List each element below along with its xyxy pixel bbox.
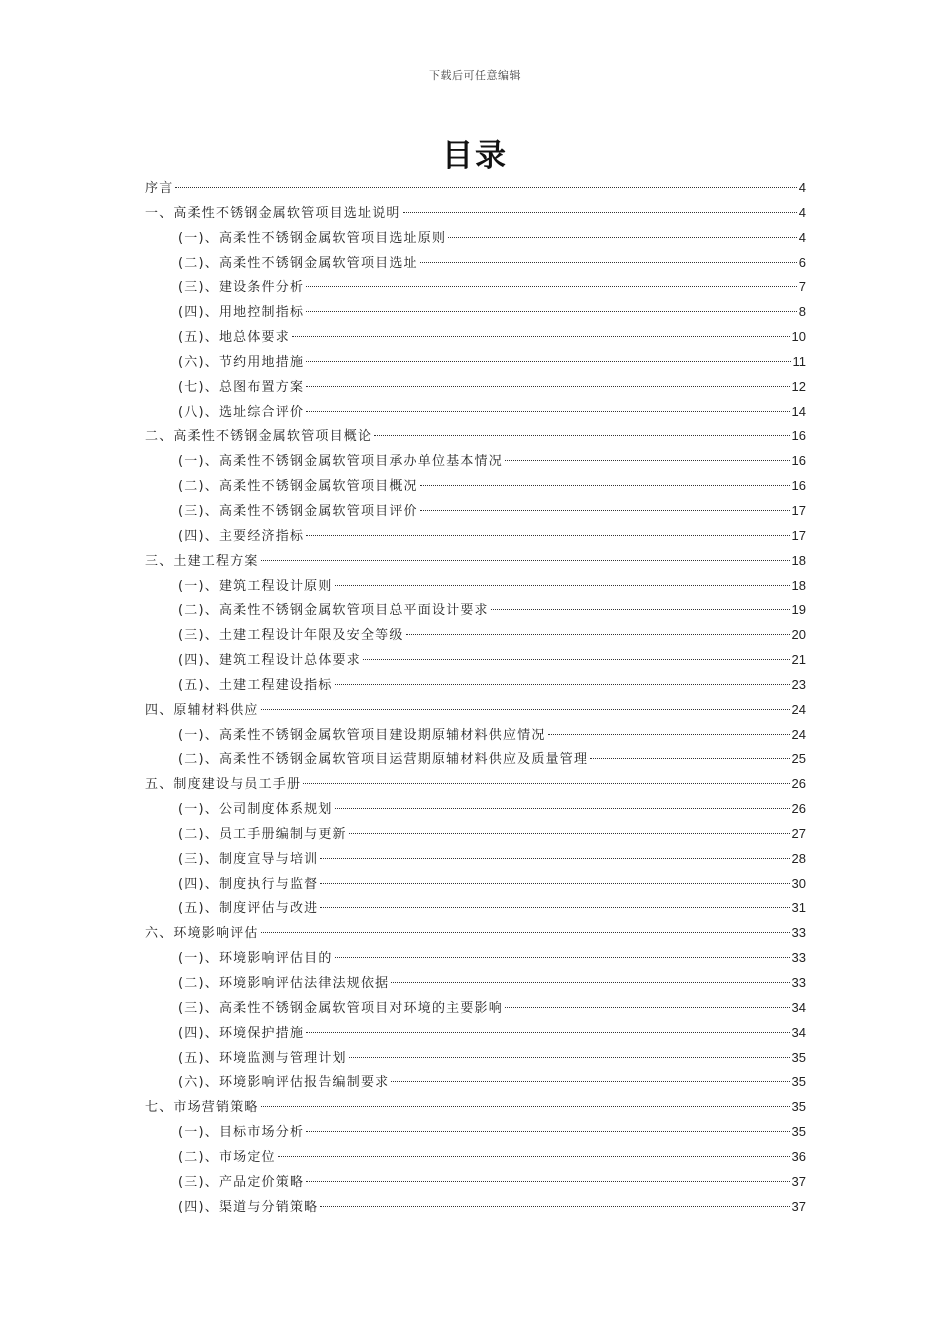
toc-page-number: 36 — [791, 1148, 806, 1164]
toc-dot-leader — [406, 634, 790, 635]
toc-page-number: 26 — [791, 801, 806, 817]
toc-section-entry[interactable] — [145, 375, 806, 400]
toc-page-number: 20 — [791, 627, 806, 643]
toc-section-entry[interactable] — [145, 747, 806, 772]
toc-dot-leader — [335, 808, 790, 809]
toc-dot-leader — [335, 585, 790, 586]
toc-entry-label: (一)、高柔性不锈钢金属软管项目选址原则 — [178, 230, 447, 246]
toc-page-number: 8 — [798, 304, 806, 320]
toc-page-number: 33 — [791, 950, 806, 966]
toc-chapter-entry[interactable] — [145, 424, 806, 449]
toc-page-number: 27 — [791, 825, 806, 841]
toc-dot-leader — [261, 932, 790, 933]
toc-entry-label: (二)、高柔性不锈钢金属软管项目概况 — [178, 479, 418, 495]
toc-dot-leader — [491, 609, 790, 610]
toc-dot-leader — [505, 460, 790, 461]
toc-section-entry[interactable] — [145, 648, 806, 673]
toc-entry-label: (三)、高柔性不锈钢金属软管项目对环境的主要影响 — [178, 1000, 503, 1016]
toc-page-number: 34 — [791, 1024, 806, 1040]
toc-dot-leader — [448, 237, 797, 238]
toc-dot-leader — [261, 709, 790, 710]
toc-section-entry[interactable] — [145, 598, 806, 623]
toc-section-entry[interactable] — [145, 325, 806, 350]
toc-entry-label: 六、环境影响评估 — [145, 926, 259, 942]
toc-section-entry[interactable] — [145, 896, 806, 921]
toc-entry-label: 序言 — [145, 181, 174, 196]
toc-entry-label: 一、高柔性不锈钢金属软管项目选址说明 — [145, 205, 401, 221]
toc-page-number: 16 — [791, 428, 806, 444]
toc-page-number: 37 — [791, 1173, 806, 1189]
toc-page-number: 33 — [791, 925, 806, 941]
toc-entry-label: (三)、高柔性不锈钢金属软管项目评价 — [178, 503, 418, 519]
toc-dot-leader — [278, 1156, 790, 1157]
toc-section-entry[interactable] — [145, 1170, 806, 1195]
toc-dot-leader — [261, 560, 790, 561]
toc-entry-label: (四)、建筑工程设计总体要求 — [178, 653, 361, 669]
toc-dot-leader — [292, 336, 790, 337]
toc-entry-label: (八)、选址综合评价 — [178, 404, 305, 420]
toc-dot-leader — [363, 659, 790, 660]
toc-page-number: 6 — [798, 254, 806, 270]
toc-section-entry[interactable] — [145, 1195, 806, 1220]
toc-entry-label: (一)、高柔性不锈钢金属软管项目建设期原辅材料供应情况 — [178, 727, 546, 743]
toc-entry-label: (四)、用地控制指标 — [178, 305, 305, 321]
toc-page-number: 24 — [791, 701, 806, 717]
toc-dot-leader — [320, 883, 789, 884]
toc-page-number: 10 — [791, 329, 806, 345]
toc-page-number: 31 — [791, 900, 806, 916]
toc-dot-leader — [403, 212, 797, 213]
toc-page-number: 18 — [791, 577, 806, 593]
toc-section-entry[interactable] — [145, 449, 806, 474]
toc-dot-leader — [420, 510, 790, 511]
toc-section-entry[interactable] — [145, 797, 806, 822]
toc-page-number: 4 — [798, 229, 806, 245]
toc-page-number: 18 — [791, 552, 806, 568]
toc-page-number: 12 — [791, 378, 806, 394]
toc-section-entry[interactable] — [145, 226, 806, 251]
toc-chapter-entry[interactable] — [145, 1095, 806, 1120]
toc-section-entry[interactable] — [145, 350, 806, 375]
toc-dot-leader — [306, 1181, 789, 1182]
toc-chapter-entry[interactable] — [145, 176, 806, 201]
toc-section-entry[interactable] — [145, 524, 806, 549]
toc-entry-label: 三、土建工程方案 — [145, 553, 259, 569]
toc-section-entry[interactable] — [145, 673, 806, 698]
toc-dot-leader — [548, 734, 790, 735]
toc-section-entry[interactable] — [145, 623, 806, 648]
toc-chapter-entry[interactable] — [145, 698, 806, 723]
toc-section-entry[interactable] — [145, 499, 806, 524]
toc-page-number: 16 — [791, 453, 806, 469]
toc-entry-label: (二)、市场定位 — [178, 1149, 276, 1165]
toc-section-entry[interactable] — [145, 574, 806, 599]
toc-dot-leader — [320, 858, 789, 859]
toc-entry-label: (二)、员工手册编制与更新 — [178, 826, 347, 842]
toc-entry-label: (四)、渠道与分销策略 — [178, 1199, 319, 1215]
toc-entry-label: (三)、建设条件分析 — [178, 280, 305, 296]
toc-section-entry[interactable] — [145, 1046, 806, 1071]
toc-entry-label: (五)、制度评估与改进 — [178, 901, 319, 917]
toc-dot-leader — [391, 1081, 789, 1082]
toc-dot-leader — [306, 1131, 789, 1132]
toc-dot-leader — [320, 1206, 789, 1207]
toc-entry-label: (二)、高柔性不锈钢金属软管项目运营期原辅材料供应及质量管理 — [178, 752, 589, 768]
toc-entry-label: (五)、环境监测与管理计划 — [178, 1050, 347, 1066]
toc-page-number: 26 — [791, 776, 806, 792]
toc-page-number: 30 — [791, 875, 806, 891]
toc-section-entry[interactable] — [145, 847, 806, 872]
toc-section-entry[interactable] — [145, 996, 806, 1021]
toc-section-entry[interactable] — [145, 1070, 806, 1095]
toc-section-entry[interactable] — [145, 1021, 806, 1046]
toc-entry-label: (六)、节约用地措施 — [178, 354, 305, 370]
toc-chapter-entry[interactable] — [145, 201, 806, 226]
toc-dot-leader — [349, 1057, 790, 1058]
toc-page-number: 28 — [791, 850, 806, 866]
toc-dot-leader — [349, 833, 790, 834]
toc-page-number: 21 — [791, 652, 806, 668]
toc-dot-leader — [335, 684, 790, 685]
toc-dot-leader — [320, 907, 789, 908]
toc-entry-label: (四)、环境保护措施 — [178, 1025, 305, 1041]
table-of-contents — [145, 176, 806, 1219]
toc-entry-label: (三)、土建工程设计年限及安全等级 — [178, 628, 404, 644]
toc-dot-leader — [306, 411, 789, 412]
toc-entry-label: (四)、主要经济指标 — [178, 528, 305, 544]
toc-page-number: 16 — [791, 478, 806, 494]
toc-section-entry[interactable] — [145, 872, 806, 897]
toc-section-entry[interactable] — [145, 971, 806, 996]
toc-chapter-entry[interactable] — [145, 549, 806, 574]
toc-section-entry[interactable] — [145, 723, 806, 748]
toc-entry-label: 五、制度建设与员工手册 — [145, 777, 302, 793]
toc-section-entry[interactable] — [145, 946, 806, 971]
toc-dot-leader — [261, 1106, 790, 1107]
toc-page-number: 25 — [791, 751, 806, 767]
toc-dot-leader — [306, 311, 797, 312]
toc-page-number: 35 — [791, 1099, 806, 1115]
toc-entry-label: (一)、目标市场分析 — [178, 1125, 305, 1141]
toc-section-entry[interactable] — [145, 822, 806, 847]
toc-section-entry[interactable] — [145, 400, 806, 425]
toc-page-number: 19 — [791, 602, 806, 618]
toc-dot-leader — [505, 1007, 790, 1008]
toc-page-number: 23 — [791, 676, 806, 692]
toc-page-number: 11 — [792, 353, 806, 369]
toc-entry-label: (一)、高柔性不锈钢金属软管项目承办单位基本情况 — [178, 454, 503, 470]
toc-section-entry[interactable] — [145, 1120, 806, 1145]
toc-entry-label: 二、高柔性不锈钢金属软管项目概论 — [145, 429, 373, 445]
toc-entry-label: (二)、高柔性不锈钢金属软管项目选址 — [178, 255, 418, 271]
toc-page-number: 4 — [798, 180, 806, 195]
toc-page-number: 34 — [791, 999, 806, 1015]
toc-dot-leader — [306, 361, 790, 362]
toc-page-number: 33 — [791, 975, 806, 990]
toc-dot-leader — [306, 386, 789, 387]
page-title: 目录 — [442, 138, 508, 174]
toc-dot-leader — [306, 286, 797, 287]
toc-chapter-entry[interactable] — [145, 921, 806, 946]
toc-dot-leader — [175, 187, 796, 188]
toc-dot-leader — [303, 783, 789, 784]
toc-entry-label: 四、原辅材料供应 — [145, 702, 259, 718]
toc-page-number: 37 — [791, 1198, 806, 1214]
toc-entry-label: (二)、环境影响评估法律法规依据 — [178, 976, 390, 991]
toc-entry-label: (七)、总图布置方案 — [178, 379, 305, 395]
toc-page-number: 35 — [791, 1074, 806, 1090]
toc-entry-label: (一)、公司制度体系规划 — [178, 802, 333, 818]
toc-dot-leader — [306, 535, 789, 536]
toc-section-entry[interactable] — [145, 474, 806, 499]
toc-section-entry[interactable] — [145, 300, 806, 325]
toc-dot-leader — [420, 485, 790, 486]
toc-entry-label: (四)、制度执行与监督 — [178, 876, 319, 892]
header-note: 下载后可任意编辑 — [429, 69, 521, 82]
toc-dot-leader — [391, 982, 789, 983]
toc-page-number: 35 — [791, 1049, 806, 1065]
toc-chapter-entry[interactable] — [145, 772, 806, 797]
toc-page-number: 4 — [798, 204, 806, 220]
toc-section-entry[interactable] — [145, 275, 806, 300]
toc-page-number: 14 — [791, 403, 806, 419]
toc-page-number: 35 — [791, 1124, 806, 1140]
toc-entry-label: (二)、高柔性不锈钢金属软管项目总平面设计要求 — [178, 603, 489, 619]
toc-dot-leader — [590, 758, 789, 759]
toc-page-number: 17 — [791, 527, 806, 543]
toc-entry-label: (五)、土建工程建设指标 — [178, 677, 333, 693]
toc-page-number: 24 — [791, 726, 806, 742]
toc-entry-label: (三)、产品定价策略 — [178, 1174, 305, 1190]
toc-dot-leader — [335, 957, 790, 958]
toc-dot-leader — [306, 1032, 789, 1033]
toc-entry-label: 七、市场营销策略 — [145, 1100, 259, 1116]
toc-entry-label: (三)、制度宣导与培训 — [178, 851, 319, 867]
toc-page-number: 7 — [798, 279, 806, 295]
toc-entry-label: (一)、建筑工程设计原则 — [178, 578, 333, 594]
toc-section-entry[interactable] — [145, 1145, 806, 1170]
toc-entry-label: (六)、环境影响评估报告编制要求 — [178, 1075, 390, 1091]
toc-entry-label: (一)、环境影响评估目的 — [178, 951, 333, 967]
toc-dot-leader — [420, 262, 797, 263]
toc-page-number: 17 — [791, 502, 806, 518]
toc-dot-leader — [374, 435, 789, 436]
toc-section-entry[interactable] — [145, 251, 806, 276]
toc-entry-label: (五)、地总体要求 — [178, 330, 290, 346]
